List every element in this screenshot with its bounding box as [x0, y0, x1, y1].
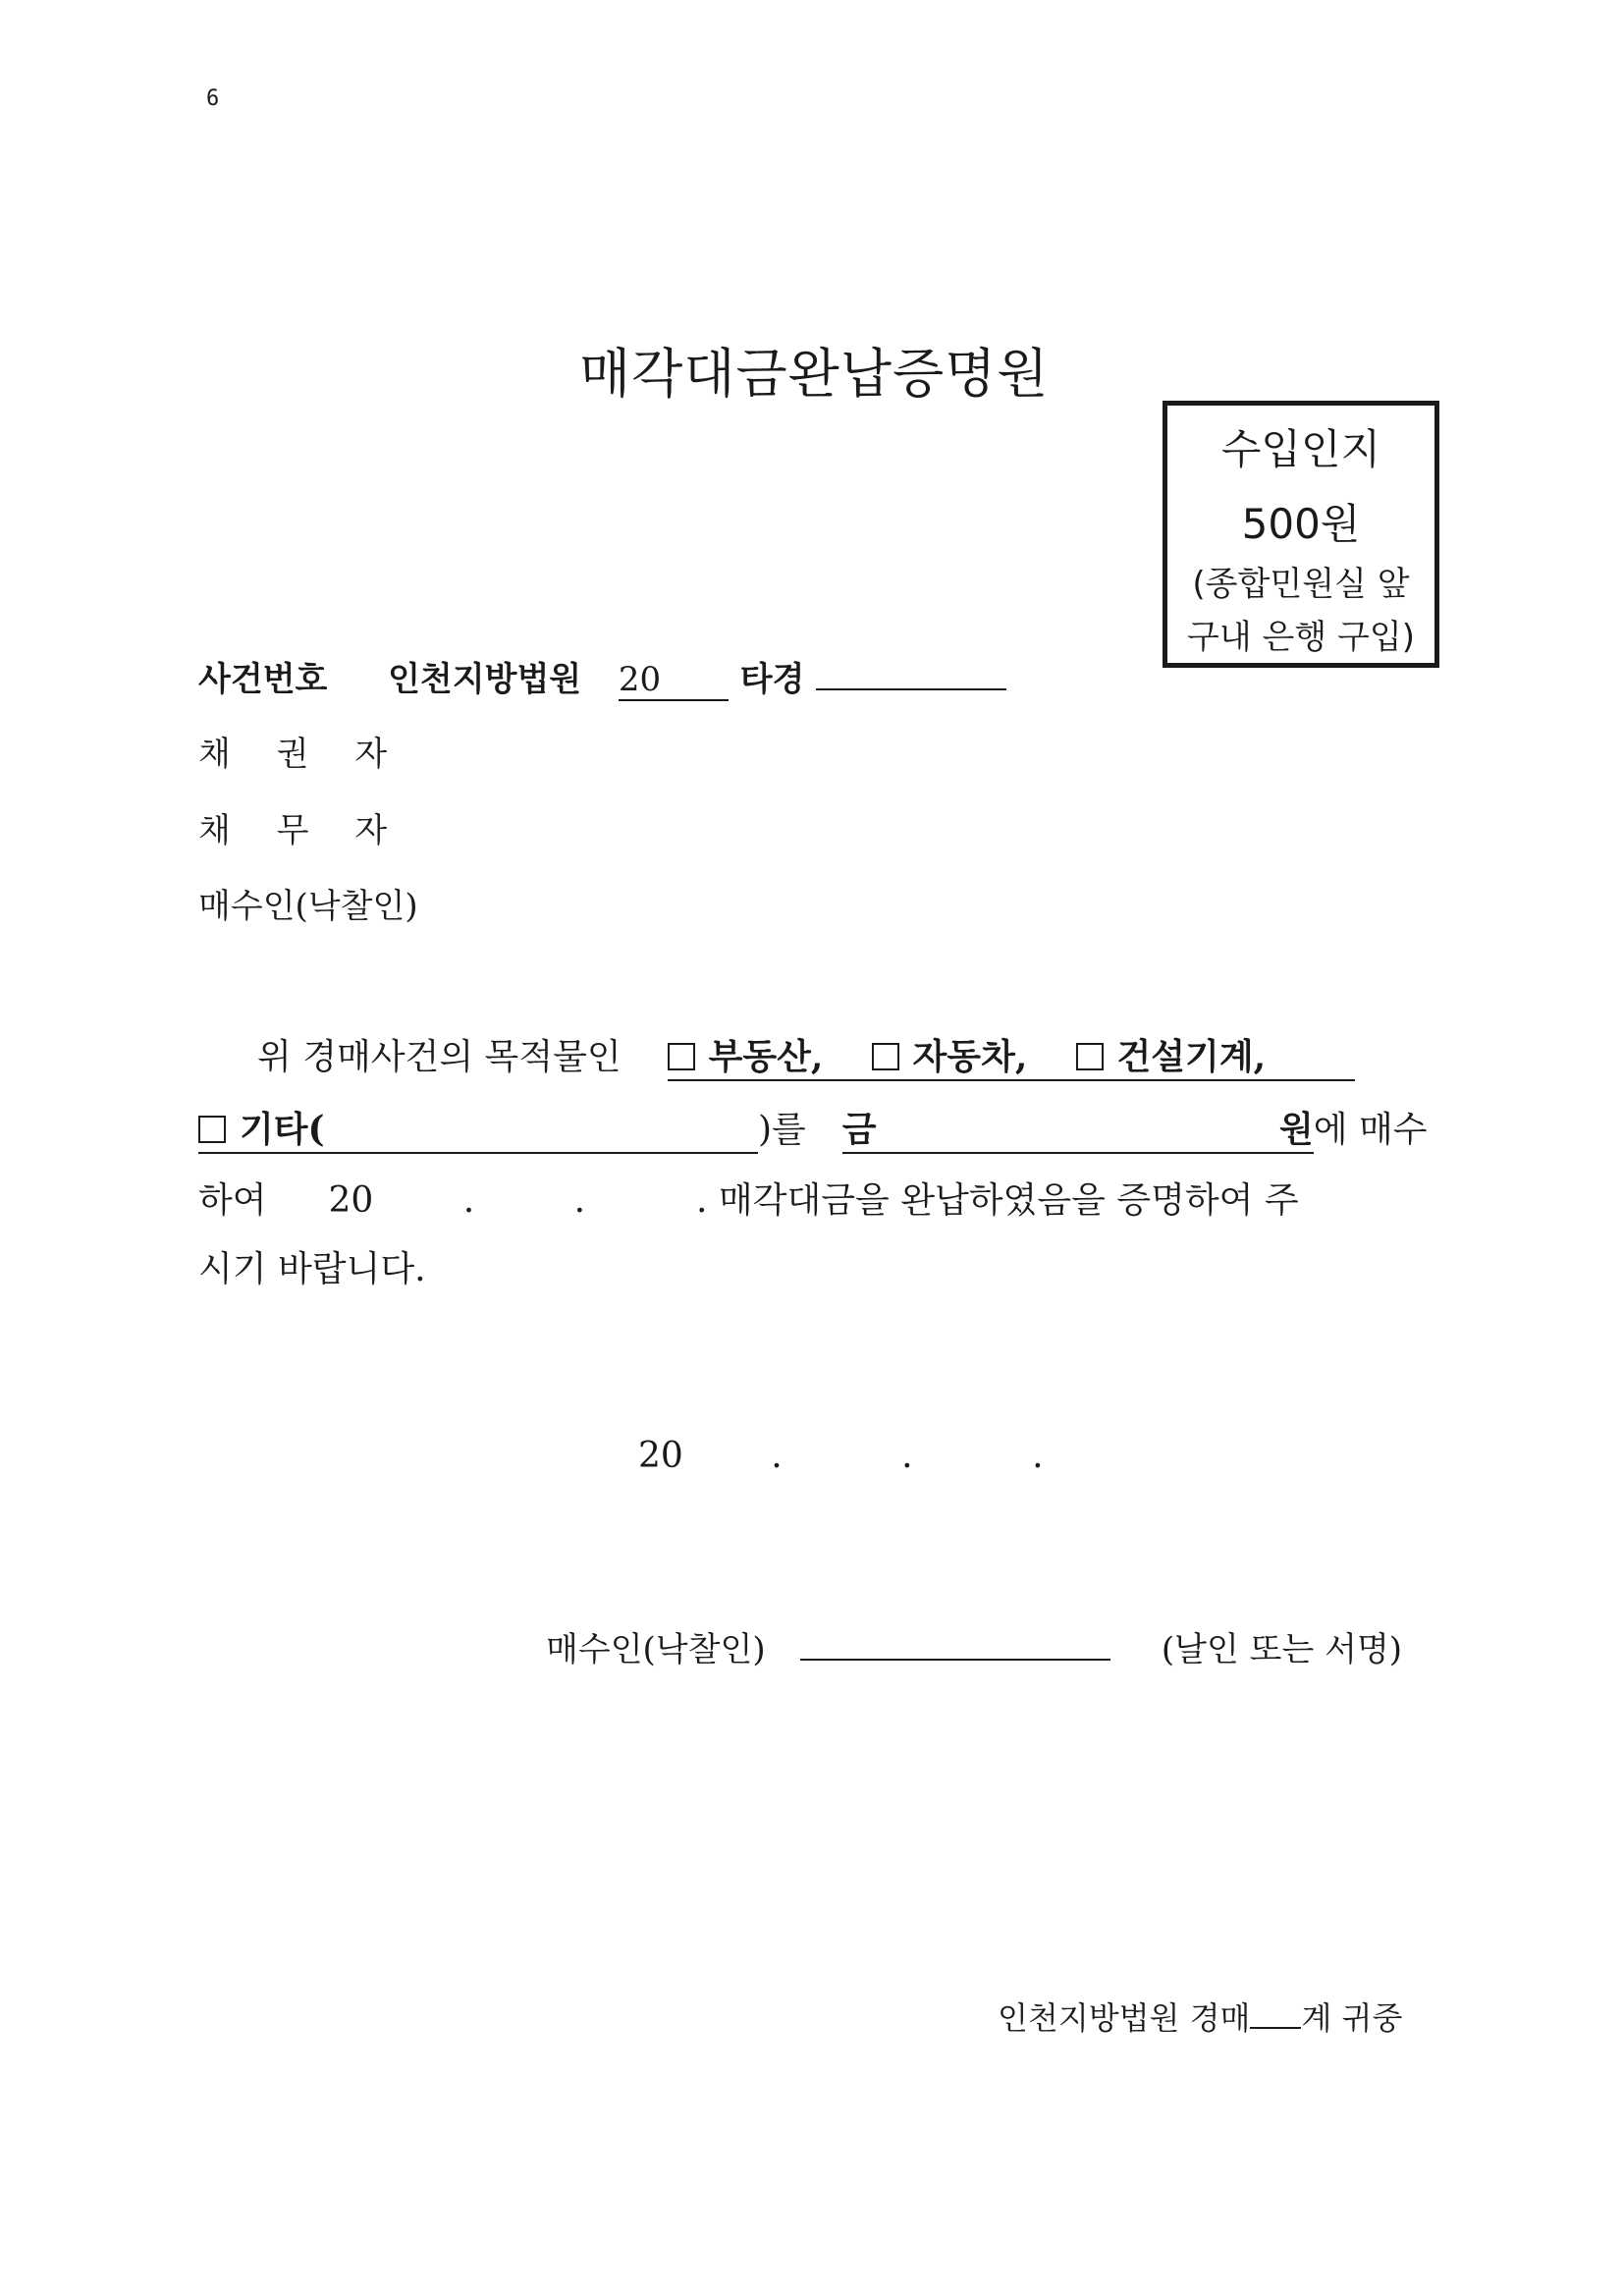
- document-title: 매각대금완납증명원: [579, 343, 1050, 405]
- buyer-signature-line: [546, 1622, 1402, 1670]
- options-line-1: [668, 1029, 1355, 1081]
- body-line-2-tail: 에 매수: [1313, 1110, 1428, 1150]
- date-year: 20: [638, 1436, 683, 1476]
- body-line-3: [198, 1173, 1443, 1223]
- option-other-suffix: )를: [758, 1110, 806, 1150]
- option-other-prefix: 기타(: [240, 1109, 325, 1150]
- other-checkbox[interactable]: [198, 1116, 226, 1143]
- creditor-label: 채 권 자: [198, 735, 406, 774]
- body-line-4: 시기 바랍니다.: [198, 1249, 426, 1289]
- amount-prefix: 금: [841, 1109, 877, 1150]
- date-dot-end: .: [1032, 1436, 1044, 1476]
- date-dot-2: .: [573, 1180, 586, 1221]
- stamp-line-2: 500원: [1241, 500, 1361, 548]
- stamp-line-3: (종합민원실 앞: [1192, 565, 1410, 604]
- revenue-stamp-box: [1163, 401, 1439, 668]
- vehicle-checkbox[interactable]: [872, 1043, 899, 1070]
- body-line-2: [198, 1102, 1443, 1154]
- page-number: 6: [206, 86, 220, 111]
- case-year-field[interactable]: 20: [619, 660, 729, 701]
- signature-note: (날인 또는 서명): [1161, 1630, 1403, 1669]
- amount-suffix: 원: [1278, 1109, 1314, 1150]
- body-line-3-prefix: 하여: [198, 1180, 267, 1221]
- real-estate-checkbox[interactable]: [668, 1043, 695, 1070]
- body-line-1: [257, 1029, 1502, 1081]
- date-dot-1: .: [462, 1180, 475, 1221]
- body-line-3-tail: . 매각대금을 완납하였음을 증명하여 주: [696, 1180, 1299, 1221]
- buyer-label: 매수인(낙찰인): [198, 887, 418, 926]
- amount-field[interactable]: [842, 1102, 1314, 1154]
- court-footer: [998, 1994, 1402, 2039]
- footer-suffix: 계 귀중: [1301, 1999, 1403, 2037]
- option-construction-machine: 건설기계,: [1116, 1036, 1267, 1077]
- auction-division-field[interactable]: [1250, 1995, 1301, 2029]
- date-dot-day: .: [901, 1436, 913, 1476]
- stamp-line-1: 수입인지: [1220, 425, 1381, 473]
- option-other-group: [198, 1102, 758, 1154]
- body-line-3-year: 20: [328, 1180, 374, 1221]
- case-number-field[interactable]: [816, 655, 1006, 690]
- footer-prefix: 인천지방법원 경매: [998, 1999, 1251, 2037]
- case-type-label: 타경: [739, 660, 805, 699]
- construction-machine-checkbox[interactable]: [1076, 1043, 1104, 1070]
- option-vehicle: 자동차,: [912, 1036, 1028, 1077]
- submission-date: [638, 1436, 1044, 1476]
- case-court-name: 인천지방법원: [388, 660, 582, 699]
- stamp-line-4: 구내 은행 구입): [1187, 618, 1415, 657]
- date-dot-month: .: [771, 1436, 783, 1476]
- case-number-label: 사건번호: [198, 660, 328, 699]
- signature-label: 매수인(낙찰인): [546, 1630, 766, 1669]
- debtor-label: 채 무 자: [198, 811, 406, 850]
- body-line-1-prefix: 위 경매사건의 목적물인: [257, 1037, 622, 1077]
- case-number-row: [198, 652, 1006, 701]
- option-real-estate: 부동산,: [708, 1036, 824, 1077]
- signature-field[interactable]: [800, 1625, 1110, 1661]
